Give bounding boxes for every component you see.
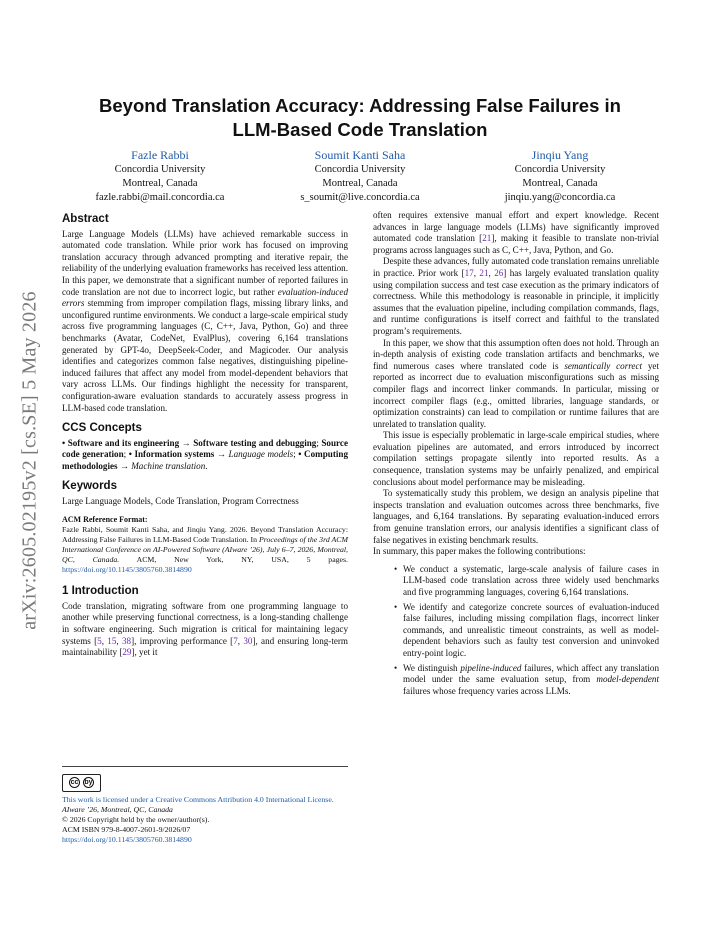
abstract-heading: Abstract [62, 213, 109, 225]
body-text: ], making it feasible to translate non-trivial programs across languages such as C, C++, Java, Python, and Go. [373, 233, 659, 255]
contribution-text: failures whose frequency varies across LLMs. [403, 685, 571, 696]
right-paragraph-2 [373, 256, 659, 337]
ccs-concept: • Information systems [128, 449, 215, 460]
right-column [373, 210, 659, 700]
ccs-arrow: → [216, 449, 226, 460]
citation-separator: , [116, 635, 122, 646]
contributions-intro: In summary, this paper makes the following contributions: [373, 546, 586, 557]
contribution-text: We distinguish [403, 662, 461, 673]
citation-link[interactable]: 21 [479, 267, 489, 278]
contribution-text: We identify and categorize concrete sources of evaluation-induced false failures, including missing compilation flags, incorrect linker commands, and unrealistic timeout constraints, as well as model-dependent behaviors such as faulty test conversion and uninvoked entry-point logic. [403, 601, 659, 658]
license-text [62, 795, 348, 845]
title-line-2: LLM-Based Code Translation [232, 119, 488, 140]
citation-link[interactable]: 21 [482, 233, 492, 244]
license-link[interactable]: This work is licensed under a Creative Commons Attribution 4.0 International License. [62, 794, 334, 804]
license-doi-link[interactable]: https://doi.org/10.1145/3805760.3814890 [62, 834, 192, 844]
title-line-1: Beyond Translation Accuracy: Addressing False Failures in [99, 95, 621, 116]
abstract-text [62, 229, 348, 415]
citation-link[interactable]: 7 [233, 635, 238, 646]
creative-commons-badge[interactable] [62, 774, 101, 792]
author-2 [260, 148, 460, 205]
contribution-text: We conduct a systematic, large-scale analysis of failure cases in LLM-based code translation across three widely used benchmarks and five programming languages, covering 6,164 translations. [403, 563, 659, 597]
arxiv-stamp [8, 235, 52, 685]
isbn-line: ACM ISBN 979-8-4007-2601-9/2026/07 [62, 824, 191, 834]
intro-text: ], yet it [131, 647, 158, 658]
abstract-part-2: stemming from improper compilation flags, missing library links, and unconfigured runtime environments. We conduct a large-scale empirical study across five programming languages (C, C++, Java, Python, Go) and three benchmarks (Avatar, CodeNet, EvalPlus), covering 6,164 translations generated by GPT-4o, DeepSeek-Coder, and Magicoder. Our analysis identifies and categorizes common false negatives, distinguishing pipeline-induced failures that affect any model from model-dependent behaviors that vary across LLMs. Our findings highlight the necessity for transparent, configuration-aware evaluation standards to accurately assess progress in LLM-based code translation. [62, 298, 348, 413]
author-block [60, 148, 660, 205]
abstract-emphasis: evaluation-induced errors [62, 286, 348, 309]
citation-link[interactable]: 30 [243, 635, 253, 646]
paper-title [60, 94, 660, 142]
introduction-heading: 1 Introduction [62, 585, 139, 598]
contributions-list [373, 564, 659, 698]
reference-doi-link[interactable]: https://doi.org/10.1145/3805760.3814890 [62, 565, 192, 575]
right-paragraph-5: To systematically study this problem, we design an analysis pipeline that inspects translation and evaluation outcomes across three benchmarks, five languages, and 6,164 translations. By separating evaluation-induced errors from genuine translation errors, our analysis identifies a significant class of false negatives in existing benchmark results. [373, 488, 659, 545]
ccs-separator: ; [293, 449, 299, 460]
intro-text: ], improving performance [ [131, 635, 234, 646]
author-name: Soumit Kanti Saha [314, 148, 406, 162]
ccs-arrow: → [181, 437, 191, 448]
ccs-separator: ; [316, 437, 322, 448]
ccs-subconcept: Machine translation [131, 460, 206, 471]
citation-link[interactable]: 29 [122, 647, 132, 658]
contribution-emphasis: model-dependent [596, 674, 659, 685]
author-name: Jinqiu Yang [531, 148, 589, 162]
citation-separator: , [488, 267, 495, 278]
author-location: Montreal, Canada [322, 178, 398, 189]
arxiv-identifier: arXiv:2605.02195v2 [cs.SE] 5 May 2026 [18, 290, 41, 630]
bullet: • [394, 601, 398, 612]
reference-text: Fazle Rabbi, Soumit Kanti Saha, and Jinqiu Yang. 2026. Beyond Translation Accuracy: Addressing False Failures in LLM-Based Code Translation. In [62, 525, 348, 545]
reference-text: ACM, New York, NY, USA, 5 pages. [119, 555, 349, 565]
ccs-subconcept: Language models [228, 449, 294, 460]
citation-link[interactable]: 17 [464, 267, 474, 278]
author-email: jinqiu.yang@concordia.ca [504, 192, 616, 203]
ccs-separator: . [205, 460, 208, 471]
author-location: Montreal, Canada [522, 178, 598, 189]
author-location: Montreal, Canada [122, 178, 198, 189]
copyright-line: © 2026 Copyright held by the owner/author(s). [62, 814, 210, 824]
citation-separator: , [237, 635, 244, 646]
author-affiliation: Concordia University [514, 164, 606, 175]
right-paragraph-3 [373, 338, 659, 431]
reference-venue: Proceedings of the 3rd ACM International Conference on AI-Powered Software (AIware ’26), July 6–7, 2026, Montreal, QC, Canada. [62, 535, 348, 565]
reference-format-text [62, 525, 348, 575]
body-text: yet reported as incorrect due to evaluation misconfigurations such as missing compiler flags and incorrect linker commands. In particular, missing or incorrect compiler flags (e.g., omitted libraries, language standards, or optimization constraints) can lead to compilation or runtime failures that are unrelated to translation quality. [373, 360, 659, 429]
license-divider [62, 766, 348, 767]
body-text: ] has largely evaluated translation quality using compilation success and test case execution as the primary indicators of correctness. While this methodology is reasonable in principle, it implicitly assumes that the evaluation pipeline, including compilation commands, flags, and runtime configurations is itself correct and faithful to the translated program’s requirements. [373, 267, 660, 336]
intro-text: Code translation, migrating software from one programming language to another while preserving functional correctness, is a long-standing challenge in software engineering. Such migration is critical for maintaining legacy systems [ [62, 600, 348, 646]
contribution-text: failures, which affect any translation model under the same evaluation setup, from [403, 662, 659, 685]
ccs-text [62, 438, 348, 473]
author-1 [60, 148, 260, 205]
ccs-concept: Software testing and debugging [193, 437, 317, 448]
keywords-heading: Keywords [62, 480, 117, 493]
ccs-heading: CCS Concepts [62, 422, 142, 435]
abstract-part-1: Large Language Models (LLMs) have achieved remarkable success in automated code translation. While prior work has focused on improving translation accuracy through advanced prompting and iterative repair, the reliability of the underlying evaluation frameworks has received less attention. In this paper, we demonstrate that a significant number of reported failures in code translation are not due to incorrect logic, but rather [62, 228, 348, 297]
license-block [62, 763, 348, 845]
citation-link[interactable]: 26 [494, 267, 504, 278]
right-paragraph-4: This issue is especially problematic in large-scale empirical studies, where evaluation pipelines are automated, and errors introduced by incorrect compilation settings propagate silently into reported results. As a consequence, translation systems may be unfairly penalized, and empirical conclusions about model performance may be misleading. [373, 430, 659, 487]
bullet: • [394, 662, 398, 673]
citation-link[interactable]: 38 [121, 635, 132, 646]
ccs-concept: • Software and its engineering [62, 437, 180, 448]
ccs-concept: Source code generation [62, 437, 348, 460]
ccs-separator: ; [123, 449, 129, 460]
body-text: In this paper, we show that this assumption often does not hold. Through an in-depth analysis of existing code translation artifacts and benchmarks, we find numerous cases where translated code is [373, 337, 659, 371]
author-name: Fazle Rabbi [131, 148, 189, 162]
intro-text: ], and ensuring long-term maintainability [ [62, 635, 349, 658]
conference-line: AIware ’26, Montreal, QC, Canada [62, 804, 173, 814]
citation-separator: , [473, 267, 480, 278]
keywords-text: Large Language Models, Code Translation, Program Correctness [62, 496, 299, 507]
citation-separator: , [101, 635, 108, 646]
body-emphasis: semantically correct [564, 360, 643, 371]
list-item [394, 563, 659, 599]
list-item [394, 601, 659, 660]
left-column [62, 214, 348, 659]
list-item [394, 662, 659, 698]
body-text: often requires extensive manual effort and expert knowledge. Recent advances in large language models (LLMs) have significantly improved automated code translation [ [373, 210, 659, 244]
contribution-emphasis: pipeline-induced [460, 662, 522, 673]
ccs-concept: • Computing methodologies [62, 449, 348, 471]
body-text: Despite these advances, fully automated code translation remains unreliable in practice. Prior work [ [373, 256, 659, 278]
introduction-paragraph [62, 601, 348, 659]
author-affiliation: Concordia University [114, 164, 206, 175]
author-email: fazle.rabbi@mail.concordia.ca [95, 192, 225, 203]
author-affiliation: Concordia University [314, 164, 406, 175]
reference-format-heading: ACM Reference Format: [62, 514, 148, 524]
author-email: s_soumit@live.concordia.ca [300, 192, 420, 203]
right-paragraph-1 [373, 210, 659, 256]
cc-icon: cc [70, 779, 79, 786]
author-3 [460, 148, 660, 205]
bullet: • [394, 563, 398, 574]
citation-link[interactable]: 5 [97, 635, 102, 646]
citation-link[interactable]: 15 [107, 635, 117, 646]
by-person-icon: by [84, 779, 93, 786]
ccs-arrow: → [119, 460, 129, 471]
